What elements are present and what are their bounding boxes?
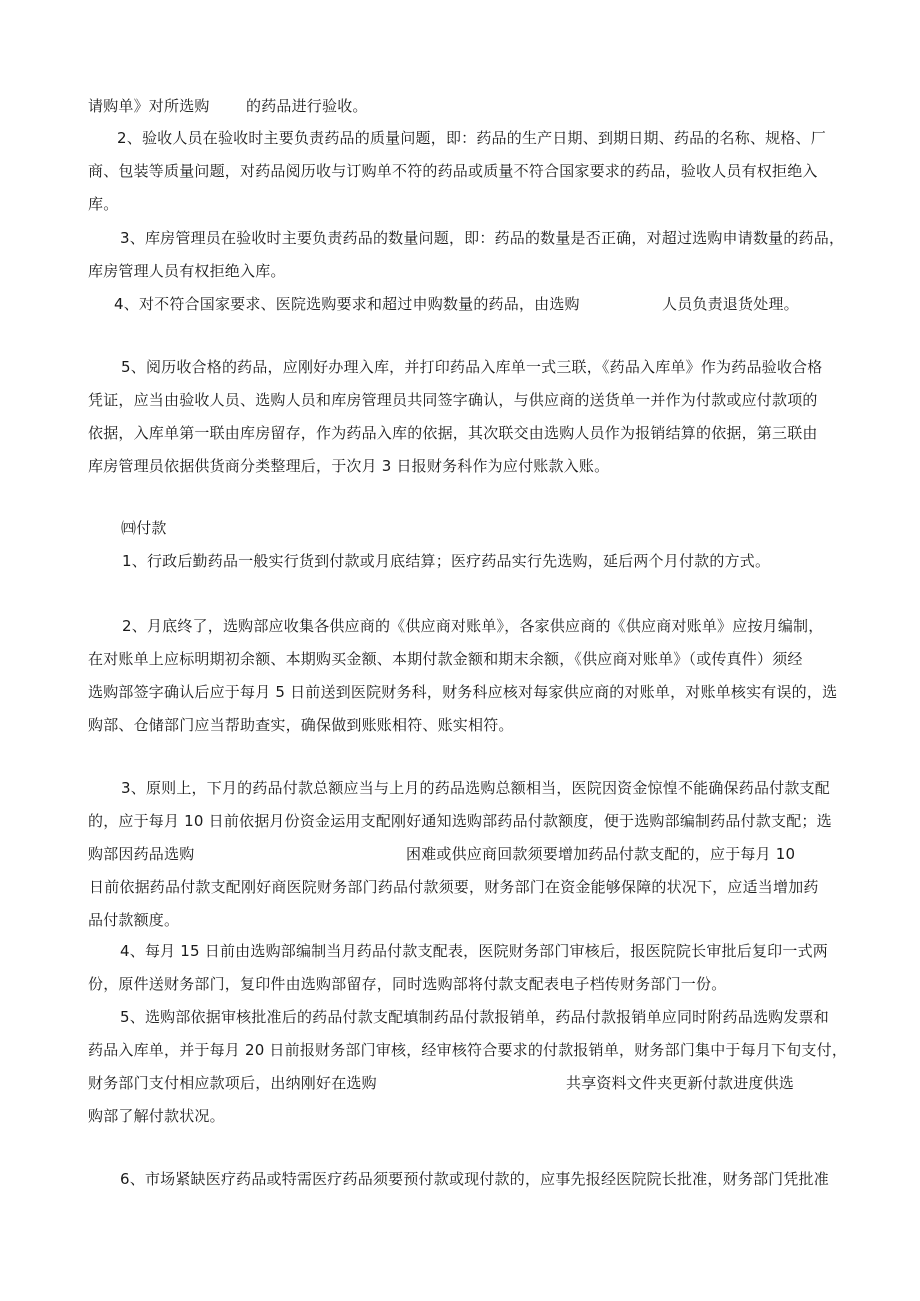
- text-run: 人员负责退货处理。: [662, 295, 799, 313]
- text-run: 财务部门支付相应款项后，出纳刚好在选购: [88, 1074, 377, 1092]
- item-5-line-2: [0, 1039, 920, 1061]
- text-run: 的，应于每月 10 日前依据月份资金运用支配刚好通知选购部药品付款额度，便于选购部编制药品付款支配；选: [88, 812, 832, 830]
- item-2-line-3: [0, 681, 920, 703]
- text-run: 的药品进行验收。: [246, 97, 368, 115]
- text-run: 2、月底终了，选购部应收集各供应商的《供应商对账单》，各家供应商的《供应商对账单》应按月编制，: [122, 617, 824, 635]
- paragraph-5-line-2: [0, 389, 920, 411]
- paragraph-2-line-3: [0, 193, 920, 215]
- text-run: 困难或供应商回款须要增加药品付款支配的，应于每月 10: [406, 845, 796, 863]
- text-run: 4、对不符合国家要求、医院选购要求和超过申购数量的药品，由选购: [114, 295, 580, 313]
- text-run: 依据，入库单第一联由库房留存，作为药品入库的依据，其次联交由选购人员作为报销结算的依据，第三联由: [88, 424, 818, 442]
- paragraph-5-line-3: [0, 422, 920, 444]
- item-3-line-2: [0, 810, 920, 832]
- item-2-line-2: [0, 648, 920, 670]
- item-3-line-3: [0, 843, 920, 865]
- paragraph-4-line-1: [0, 293, 920, 315]
- text-run: 商、包装等质量问题，对药品阅历收与订购单不符的药品或质量不符合国家要求的药品，验收人员有权拒绝入: [88, 162, 818, 180]
- text-run: 份，原件送财务部门，复印件由选购部留存，同时选购部将付款支配表电子档传财务部门一份。: [88, 975, 727, 993]
- text-run: 库房管理人员有权拒绝入库。: [88, 262, 286, 280]
- text-run: 6、市场紧缺医疗药品或特需医疗药品须要预付款或现付款的，应事先报经医院院长批准，财务部门凭批准: [120, 1170, 829, 1188]
- item-3-line-5: [0, 909, 920, 931]
- paragraph-3-line-1: [0, 227, 920, 249]
- item-5-line-1: [0, 1006, 920, 1028]
- item-2-line-4: [0, 714, 920, 736]
- item-5-line-4: [0, 1105, 920, 1127]
- text-run: 1、行政后勤药品一般实行货到付款或月底结算；医疗药品实行先选购，延后两个月付款的方式。: [122, 552, 771, 570]
- text-run: 2、验收人员在验收时主要负责药品的质量问题，即：药品的生产日期、到期日期、药品的名称、规格、厂: [117, 129, 826, 147]
- paragraph-2-line-2: [0, 160, 920, 182]
- text-run: 请购单》对所选购: [88, 97, 210, 115]
- item-6-line-1: [0, 1168, 920, 1190]
- text-run: 在对账单上应标明期初余额、本期购买金额、本期付款金额和期末余额，《供应商对账单》（或传真件）须经: [88, 650, 803, 668]
- section-title: [0, 517, 920, 539]
- text-run: 凭证，应当由验收人员、选购人员和库房管理员共同签字确认，与供应商的送货单一并作为付款或应付款项的: [88, 391, 818, 409]
- item-3-line-4: [0, 876, 920, 898]
- text-run: 药品入库单，并于每月 20 日前报财务部门审核，经审核符合要求的付款报销单，财务部门集中于每月下旬支付，: [88, 1041, 848, 1059]
- text-run: 购部了解付款状况。: [88, 1107, 225, 1125]
- text-run: 5、选购部依据审核批准后的药品付款支配填制药品付款报销单，药品付款报销单应同时附药品选购发票和: [120, 1008, 829, 1026]
- text-run: 共享资料文件夹更新付款进度供选: [566, 1074, 795, 1092]
- paragraph-5-line-1: [0, 356, 920, 378]
- item-3-line-1: [0, 777, 920, 799]
- item-4-line-2: [0, 973, 920, 995]
- paragraph-2-line-1: [0, 127, 920, 149]
- paragraph-1-line-1: [0, 95, 920, 117]
- paragraph-5-line-4: [0, 455, 920, 477]
- item-1-line-1: [0, 550, 920, 572]
- item-5-line-3: [0, 1072, 920, 1094]
- text-run: 购部、仓储部门应当帮助查实，确保做到账账相符、账实相符。: [88, 716, 514, 734]
- text-run: 日前依据药品付款支配刚好商医院财务部门药品付款须要，财务部门在资金能够保障的状况下，应适当增加药: [89, 878, 819, 896]
- section-heading: ㈣付款: [121, 519, 167, 537]
- text-run: 品付款额度。: [88, 911, 180, 929]
- text-run: 选购部签字确认后应于每月 5 日前送到医院财务科，财务科应核对每家供应商的对账单，对账单核实有误的，选: [88, 683, 838, 701]
- item-2-line-1: [0, 615, 920, 637]
- text-run: 库。: [88, 195, 119, 213]
- text-run: 库房管理员依据供货商分类整理后，于次月 3 日报财务科作为应付账款入账。: [88, 457, 610, 475]
- item-4-line-1: [0, 940, 920, 962]
- text-run: 4、每月 15 日前由选购部编制当月药品付款支配表，医院财务部门审核后，报医院院长审批后复印一式两: [120, 942, 828, 960]
- text-run: 购部因药品选购: [88, 845, 195, 863]
- text-run: 5、阅历收合格的药品，应刚好办理入库，并打印药品入库单一式三联，《药品入库单》作为药品验收合格: [121, 358, 823, 376]
- paragraph-3-line-2: [0, 260, 920, 282]
- text-run: 3、库房管理员在验收时主要负责药品的数量问题，即：药品的数量是否正确，对超过选购申请数量的药品，: [120, 229, 845, 247]
- text-run: 3、原则上，下月的药品付款总额应当与上月的药品选购总额相当，医院因资金惊惶不能确保药品付款支配: [121, 779, 830, 797]
